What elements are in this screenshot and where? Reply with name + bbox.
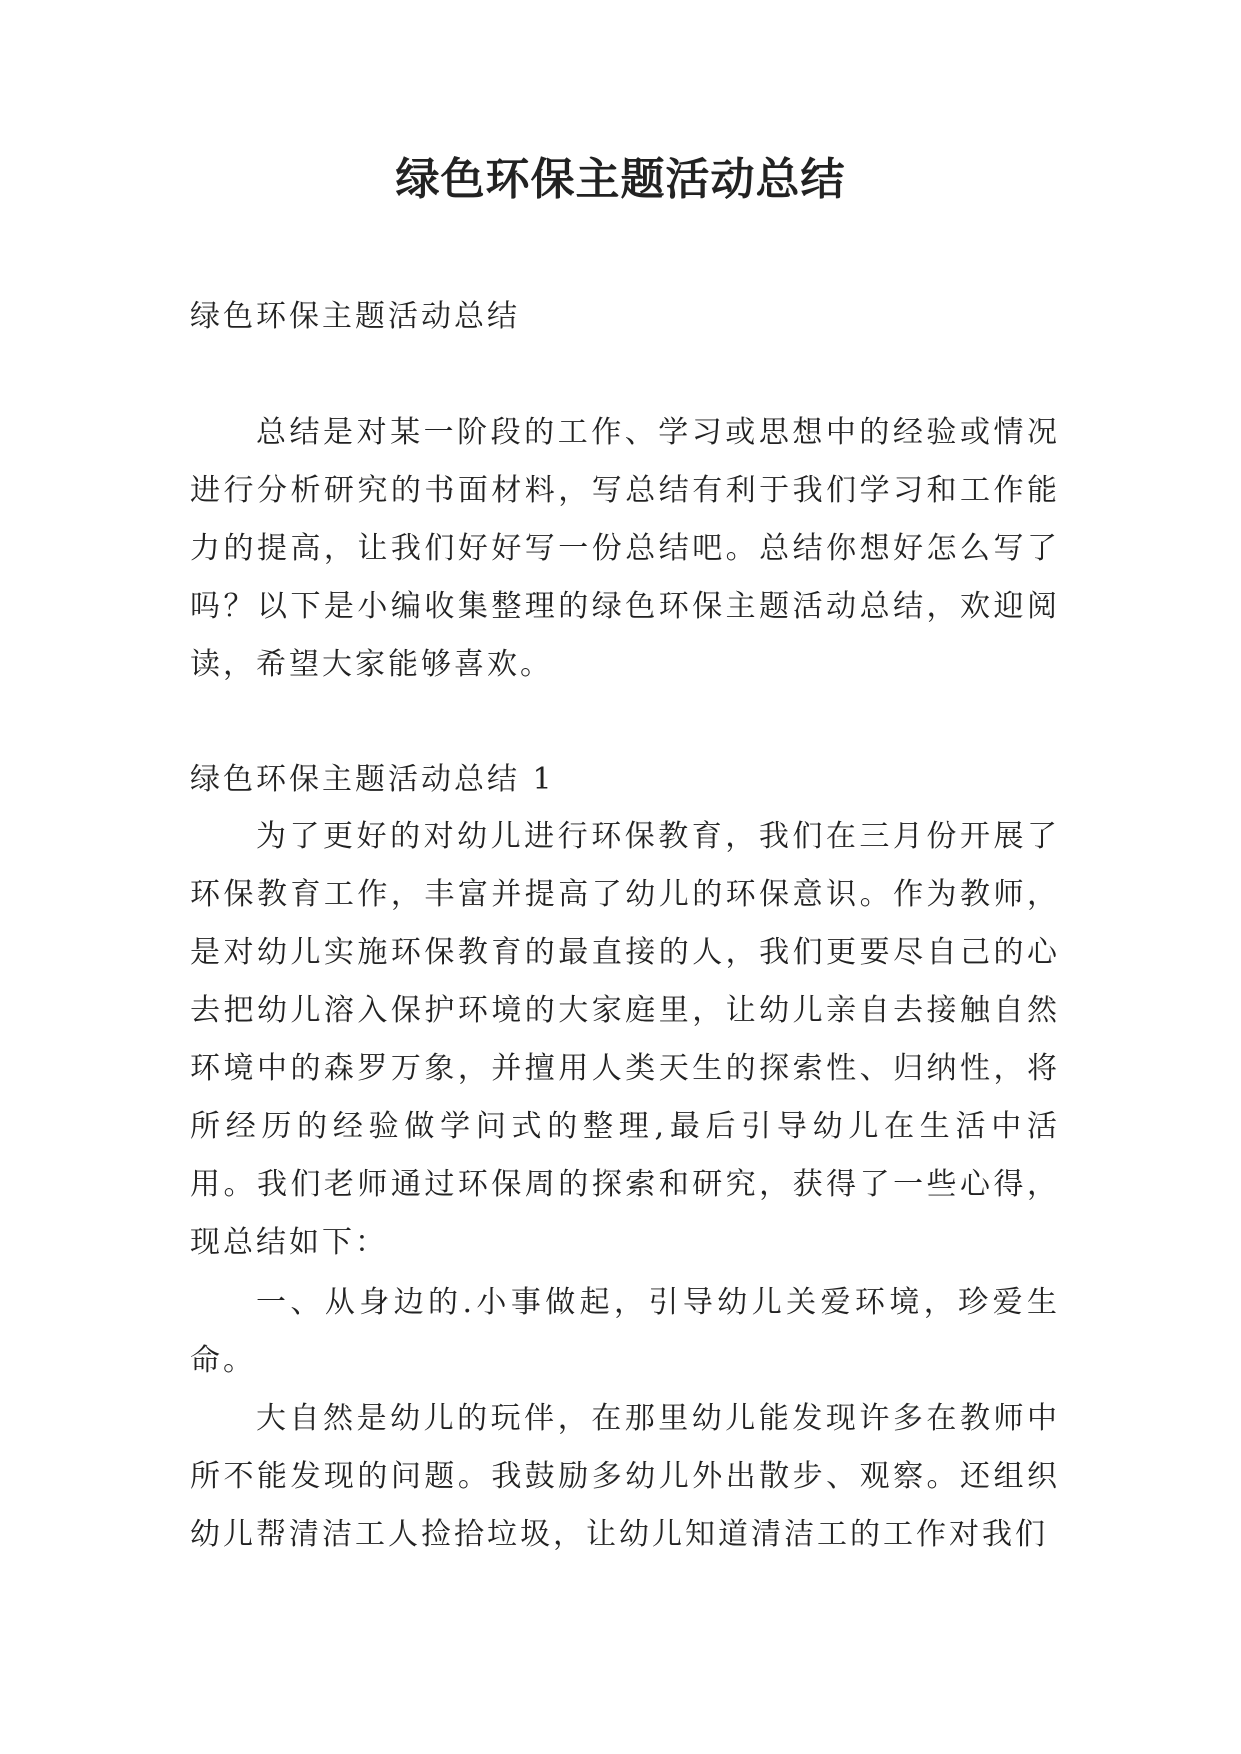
document-subtitle: 绿色环保主题活动总结 <box>190 299 520 334</box>
section-heading: 绿色环保主题活动总结 1 <box>190 762 555 797</box>
body-paragraph-2: 大自然是幼儿的玩伴，在那里幼儿能发现许多在教师中所不能发现的问题。我鼓励多幼儿外出散步、观察。还组织幼儿帮清洁工人捡拾垃圾，让幼儿知道清洁工的工作对我们 <box>190 1401 1060 1552</box>
point-heading-1: 一、从身边的.小事做起，引导幼儿关爱环境，珍爱生命。 <box>190 1285 1060 1378</box>
intro-paragraph: 总结是对某一阶段的工作、学习或思想中的经验或情况进行分析研究的书面材料，写总结有利于我们学习和工作能力的提高，让我们好好写一份总结吧。总结你想好怎么写了吗？以下是小编收集整理的绿色环保主题活动总结，欢迎阅读，希望大家能够喜欢。 <box>190 415 1060 682</box>
document-title: 绿色环保主题活动总结 <box>395 154 846 205</box>
body-paragraph-1: 为了更好的对幼儿进行环保教育，我们在三月份开展了环保教育工作，丰富并提高了幼儿的环保意识。作为教师，是对幼儿实施环保教育的最直接的人，我们更要尽自己的心去把幼儿溶入保护环境的大家庭里，让幼儿亲自去接触自然环境中的森罗万象，并擅用人类天生的探索性、归纳性，将所经历的经验做学问式的整理,最后引导幼儿在生活中活用。我们老师通过环保周的探索和研究，获得了一些心得，现总结如下： <box>190 819 1060 1260</box>
